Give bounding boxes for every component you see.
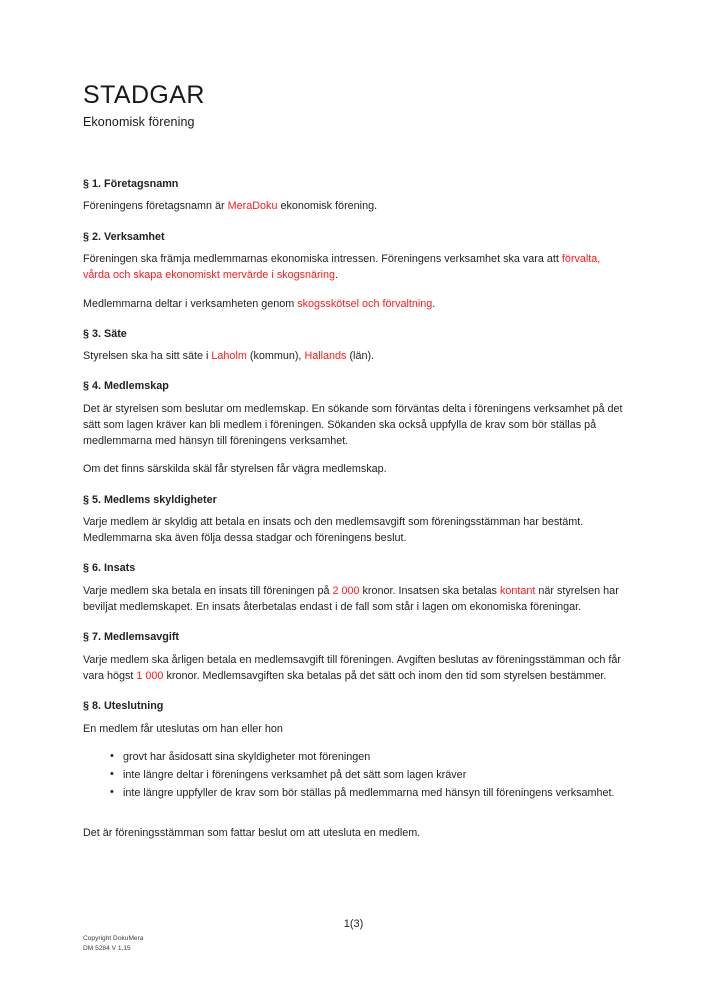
section-heading: § 2. Verksamhet <box>83 230 165 243</box>
footer-copyright: Copyright DokuMera <box>83 935 144 942</box>
text-run: Föreningen ska främja medlemmarnas ekonomiska intressen. Föreningens verksamhet ska vara att <box>83 253 562 266</box>
document-section <box>83 328 625 365</box>
page-title: STADGAR <box>83 81 205 109</box>
section-heading: § 7. Medlemsavgift <box>83 631 180 644</box>
title-block <box>83 82 625 129</box>
document-section <box>83 562 625 615</box>
text-run: Det är föreningsstämman som fattar beslut om att utesluta en medlem. <box>83 827 421 840</box>
text-run: kronor. Medlemsavgiften ska betalas på det sätt och inom den tid som styrelsen bestämmer. <box>163 670 607 683</box>
text-run: när styrelsen har beviljat medlemskapet. En insats återbetalas endast i de fall som står i lagen om ekonomiska föreningar. <box>83 584 619 614</box>
section-heading: § 4. Medlemskap <box>83 380 169 393</box>
paragraph-spacer <box>83 803 625 825</box>
bullet-list <box>83 749 625 802</box>
paragraph <box>83 721 625 737</box>
list-item: • inte längre uppfyller de krav som bör ställas på medlemmarna med hänsyn till föreningens verksamhet. <box>110 785 625 801</box>
text-run: Medlemmarna deltar i verksamheten genom <box>83 297 298 310</box>
section-heading: § 5. Medlems skyldigheter <box>83 493 217 506</box>
document-section <box>83 631 625 684</box>
paragraph <box>83 461 625 477</box>
highlighted-variable: Laholm <box>211 350 247 363</box>
highlighted-variable: skogsskötsel och förvaltning <box>297 297 433 310</box>
text-run: kronor. Insatsen ska betalas <box>359 584 500 597</box>
document-section <box>83 700 625 841</box>
paragraph <box>83 348 625 364</box>
text-run: Det är styrelsen som beslutar om medlemskap. En sökande som förväntas delta i föreningens verksamhet på det sätt som lagen kräver kan bli medlem i föreningen. Sökanden ska också uppfylla de krav som bör ställas på medlemmarna med hänsyn till föreningens verksamhet. <box>83 402 623 448</box>
section-heading: § 6. Insats <box>83 562 136 575</box>
paragraph-spacer <box>83 449 625 461</box>
list-item: • grovt har åsidosatt sina skyldigheter mot föreningen <box>110 749 625 765</box>
section-spacer <box>83 215 625 231</box>
text-run: . <box>432 297 436 310</box>
text-run: Varje medlem ska betala en insats till föreningen på <box>83 584 333 597</box>
page-number: 1(3) <box>343 918 364 930</box>
text-run: . <box>335 269 339 282</box>
document-body <box>83 178 625 842</box>
section-spacer <box>83 364 625 380</box>
section-spacer <box>83 312 625 328</box>
paragraph <box>83 401 625 450</box>
paragraph <box>83 296 625 312</box>
section-heading: § 3. Säte <box>83 327 127 340</box>
section-spacer <box>83 684 625 700</box>
paragraph <box>83 251 625 283</box>
section-spacer <box>83 615 625 631</box>
section-spacer <box>83 478 625 494</box>
highlighted-variable: kontant <box>499 584 536 597</box>
highlighted-variable: 2 000 <box>332 584 360 597</box>
document-section <box>83 380 625 477</box>
text-run: Föreningens företagsnamn är <box>83 200 228 213</box>
document-section <box>83 178 625 215</box>
paragraph <box>83 583 625 615</box>
list-item: • inte längre deltar i föreningens verksamhet på det sätt som lagen kräver <box>110 767 625 783</box>
page-subtitle: Ekonomisk förening <box>83 114 195 129</box>
text-run: Varje medlem är skyldig att betala en insats och den medlemsavgift som föreningsstämman har bestämt. Medlemmarna ska även följa dessa stadgar och föreningens beslut. <box>83 516 584 545</box>
paragraph <box>83 825 625 841</box>
section-heading: § 1. Företagsnamn <box>83 178 179 190</box>
text-run: Varje medlem ska årligen betala en medlemsavgift till föreningen. Avgiften beslutas av föreningsstämman och får vara högst <box>83 653 621 683</box>
highlighted-variable: 1 000 <box>136 670 164 683</box>
section-spacer <box>83 546 625 562</box>
highlighted-variable: MeraDoku <box>227 200 278 213</box>
highlighted-variable: förvalta, vårda och skapa ekonomiskt mervärde i skogsnäring <box>83 253 601 282</box>
section-heading: § 8. Uteslutning <box>83 700 164 713</box>
text-run: Styrelsen ska ha sitt säte i <box>83 350 212 363</box>
text-run: Om det finns särskilda skäl får styrelsen får vägra medlemskap. <box>83 463 387 476</box>
highlighted-variable: Hallands <box>304 350 347 363</box>
text-run: ekonomisk förening. <box>277 200 378 213</box>
paragraph-spacer <box>83 284 625 296</box>
paragraph <box>83 514 625 546</box>
document-section <box>83 494 625 547</box>
footer-doc-reference: DM 5284 V 1.15 <box>83 945 131 953</box>
text-run: (kommun), <box>246 350 305 363</box>
text-run: En medlem får uteslutas om han eller hon <box>83 722 283 735</box>
document-section <box>83 231 625 312</box>
paragraph <box>83 652 625 684</box>
footer-metadata <box>83 934 143 954</box>
text-run: (län). <box>346 350 375 363</box>
paragraph <box>83 198 625 214</box>
